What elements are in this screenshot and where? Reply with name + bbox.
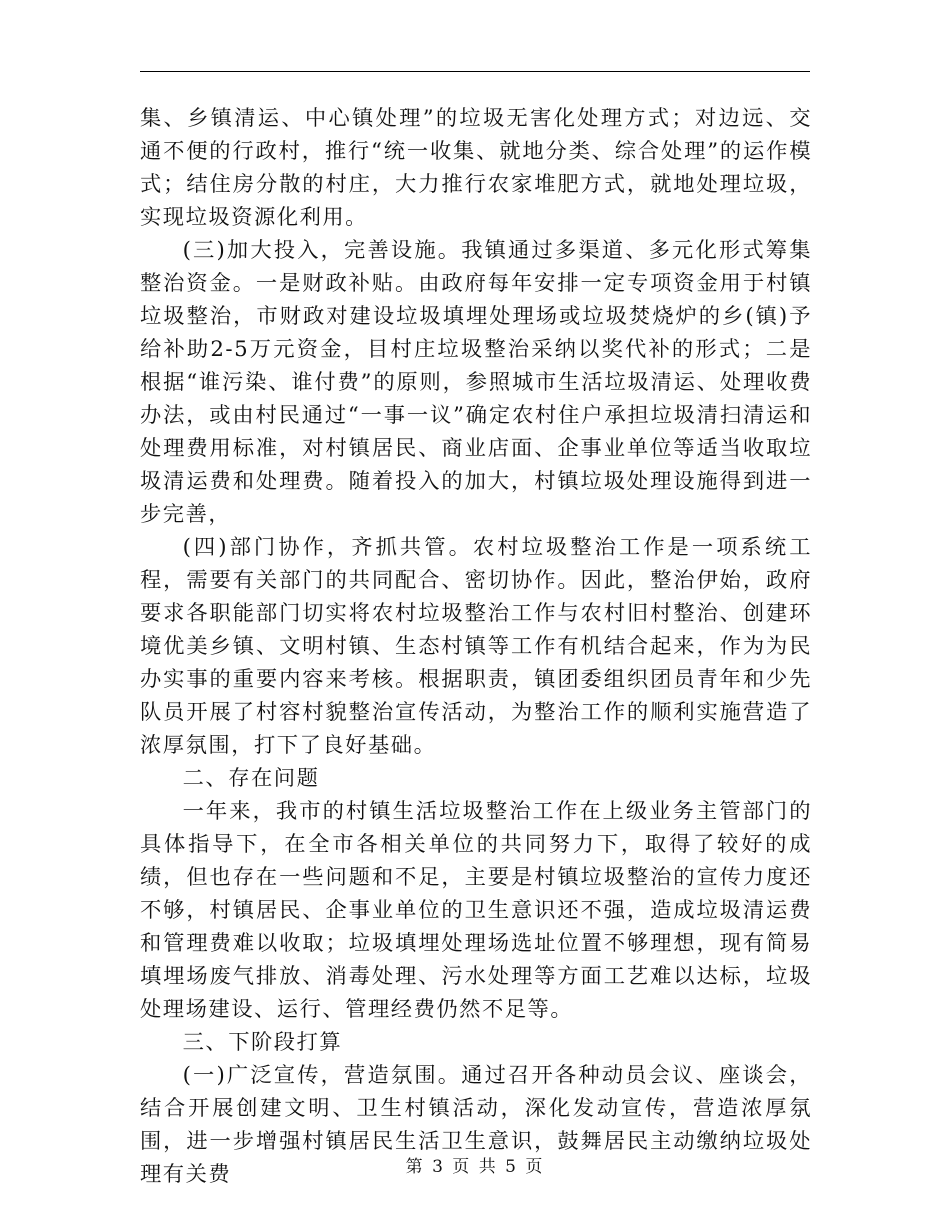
paragraph-problems: 一年来，我市的村镇生活垃圾整治工作在上级业务主管部门的具体指导下，在全市各相关单位的共同努力下，取得了较好的成绩，但也存在一些问题和不足，主要是村镇垃圾整治的宣传力度还不够，村镇居民、企事业单位的卫生意识还不强，造成垃圾清运费和管理费难以收取；垃圾填埋处理场选址位置不够理想，现有简易填埋场废气排放、消毒处理、污水处理等方面工艺难以达标，垃圾处理场建设、运行、管理经费仍然不足等。 <box>140 799 812 1022</box>
body-text <box>140 102 812 1191</box>
paragraph-publicity: (一)广泛宣传，营造氛围。通过召开各种动员会议、座谈会，结合开展创建文明、卫生村镇活动，深化发动宣传，营造浓厚氛围，进一步增强村镇居民生活卫生意识，鼓舞居民主动缴纳垃圾处理有关费 <box>140 1063 812 1187</box>
section-heading-plans: 三、下阶段打算 <box>182 1030 343 1055</box>
paragraph-cooperation: (四)部门协作，齐抓共管。农村垃圾整治工作是一项系统工程，需要有关部门的共同配合、密切协作。因此，整治伊始，政府要求各职能部门切实将农村垃圾整治工作与农村旧村整治、创建环境优美乡镇、文明村镇、生态村镇等工作有机结合起来，作为为民办实事的重要内容来考核。根据职责，镇团委组织团员青年和少先队员开展了村容村貌整治宣传活动，为整治工作的顺利实施营造了浓厚氛围，打下了良好基础。 <box>140 535 812 758</box>
paragraph-continued: 集、乡镇清运、中心镇处理”的垃圾无害化处理方式；对边远、交通不便的行政村，推行“统一收集、就地分类、综合处理”的运作模式；结住房分散的村庄，大力推行农家堆肥方式，就地处理垃圾，实现垃圾资源化利用。 <box>140 106 812 230</box>
page-footer: 第 3 页 共 5 页 <box>405 1157 545 1177</box>
paragraph-investment: (三)加大投入，完善设施。我镇通过多渠道、多元化形式筹集整治资金。一是财政补贴。由政府每年安排一定专项资金用于村镇垃圾整治，市财政对建设垃圾填埋处理场或垃圾焚烧炉的乡(镇)予给补助2-5万元资金，目村庄垃圾整治采纳以奖代补的形式；二是根据“谁污染、谁付费”的原则，参照城市生活垃圾清运、处理收费办法，或由村民通过“一事一议”确定农村住户承担垃圾清扫清运和处理费用标准，对村镇居民、商业店面、企事业单位等适当收取垃圾清运费和处理费。随着投入的加大，村镇垃圾处理设施得到进一步完善， <box>140 238 812 527</box>
header-rule <box>140 71 810 72</box>
section-heading-problems: 二、存在问题 <box>182 766 320 791</box>
